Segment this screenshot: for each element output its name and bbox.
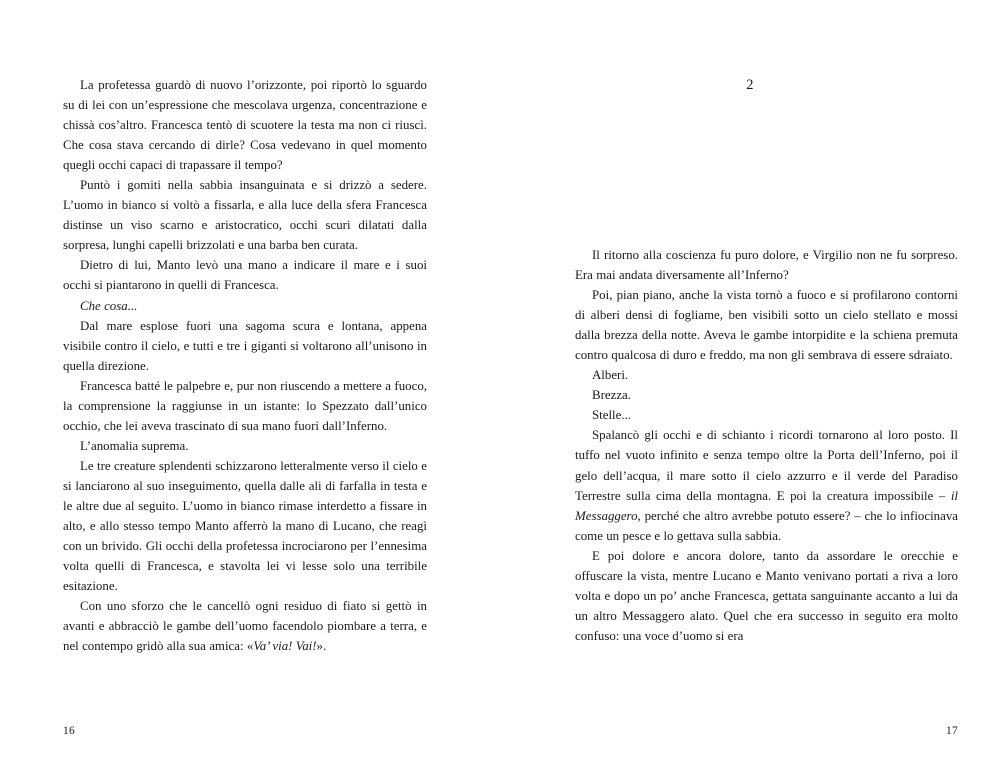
- paragraph: Alberi.: [592, 368, 629, 383]
- paragraph-italic: [63, 296, 427, 316]
- paragraph: Francesca batté le palpebre e, pur non riuscendo a mettere a fuoco, la comprensione la raggiunse in un istante: lo Spezzato dall’unico occhio, che lei aveva trascinato di sua mano fuori dall’Inferno.: [63, 378, 427, 433]
- paragraph-with-italic: [575, 425, 958, 545]
- paragraph-with-quote: [63, 596, 427, 656]
- right-page: [500, 0, 1000, 768]
- italic-quote: Va’ via! Vai!: [253, 639, 317, 654]
- paragraph: Dal mare esplose fuori una sagoma scura e lontana, appena visibile contro il cielo, e tutti e tre i giganti si voltarono all’unisono in quella direzione.: [63, 318, 427, 373]
- text-segment: ».: [316, 639, 327, 654]
- text-segment: Spalancò gli occhi e di schianto i ricordi tornarono al loro posto. Il tuffo nel vuoto infinito e senza tempo oltre la Porta dell’Inferno, poi il gelo dell’acqua, il mare sotto il cielo azzurro e il verde del Paradiso Terrestre sulla cima della montagna. E poi la creatura impossibile –: [575, 428, 958, 503]
- page-number-left: 16: [63, 725, 75, 737]
- paragraph: Il ritorno alla coscienza fu puro dolore, e Virgilio non ne fu sorpreso. Era mai andata diversamente all’Inferno?: [575, 248, 958, 283]
- italic-phrase: il Messaggero: [575, 488, 958, 523]
- paragraph: E poi dolore e ancora dolore, tanto da assordare le orecchie e offuscare la vista, mentre Lucano e Manto venivano portati a riva a loro volta e dopo un po’ anche Francesca, gettata sanguinante accanto a lui da un altro Messaggero alato. Quel che era successo in seguito era molto confuso: una voce d’uomo si era: [575, 548, 958, 643]
- chapter-number: 2: [746, 77, 754, 93]
- text-segment: Con uno sforzo che le cancellò ogni residuo di fiato si gettò in avanti e abbracciò le gambe dell’uomo facendolo piombare a terra, e nel contempo gridò alla sua amica: «: [63, 599, 427, 654]
- text-segment: , perché che altro avrebbe potuto essere? – che lo infiocinava come un pesce e lo gettava sulla sabbia.: [575, 508, 958, 543]
- paragraph: Poi, pian piano, anche la vista tornò a fuoco e si profilarono contorni di alberi densi di fogliame, ben visibili sotto un cielo stellato e mossi dalla brezza della notte. Aveva le gambe intorpidite e la schiena premuta contro qualcosa di duro e freddo, ma non gli sembrava di essere sdraiato.: [575, 288, 958, 363]
- paragraph: Brezza.: [592, 388, 631, 403]
- page-number-right: 17: [946, 725, 958, 737]
- paragraph: Stelle...: [592, 408, 632, 423]
- right-page-text-column: [575, 245, 958, 646]
- paragraph: L’anomalia suprema.: [80, 438, 189, 453]
- paragraph: Puntò i gomiti nella sabbia insanguinata e si drizzò a sedere. L’uomo in bianco si voltò a fissarla, e alla luce della sfera Francesca distinse un viso scarno e aristocratico, occhi scuri dilatati dalla sorpresa, lunghi capelli brizzolati e una barba ben curata.: [63, 178, 427, 253]
- italic-phrase: Che cosa...: [80, 298, 138, 313]
- left-page-text-column: [63, 75, 427, 656]
- paragraph: Dietro di lui, Manto levò una mano a indicare il mare e i suoi occhi si piantarono in quelli di Francesca.: [63, 258, 427, 293]
- paragraph: Le tre creature splendenti schizzarono letteralmente verso il cielo e si lanciarono al suo inseguimento, quella dalle ali di farfalla in testa e le altre due al seguito. L’uomo in bianco rimase interdetto a fissare in alto, e allo stesso tempo Manto afferrò la mano di Lucano, che reagì con un brivido. Gli occhi della profetessa incrociarono per l’ennesima volta quelli di Francesca, e stavolta lei vi lesse solo una terribile esitazione.: [63, 458, 427, 594]
- paragraph: La profetessa guardò di nuovo l’orizzonte, poi riportò lo sguardo su di lei con un’espressione che mescolava urgenza, concentrazione e chissà cos’altro. Francesca tentò di scuotere la testa ma non ci riuscì. Che cosa stava cercando di dirle? Cosa vedevano in quel momento quegli occhi capaci di trapassare il tempo?: [63, 78, 427, 173]
